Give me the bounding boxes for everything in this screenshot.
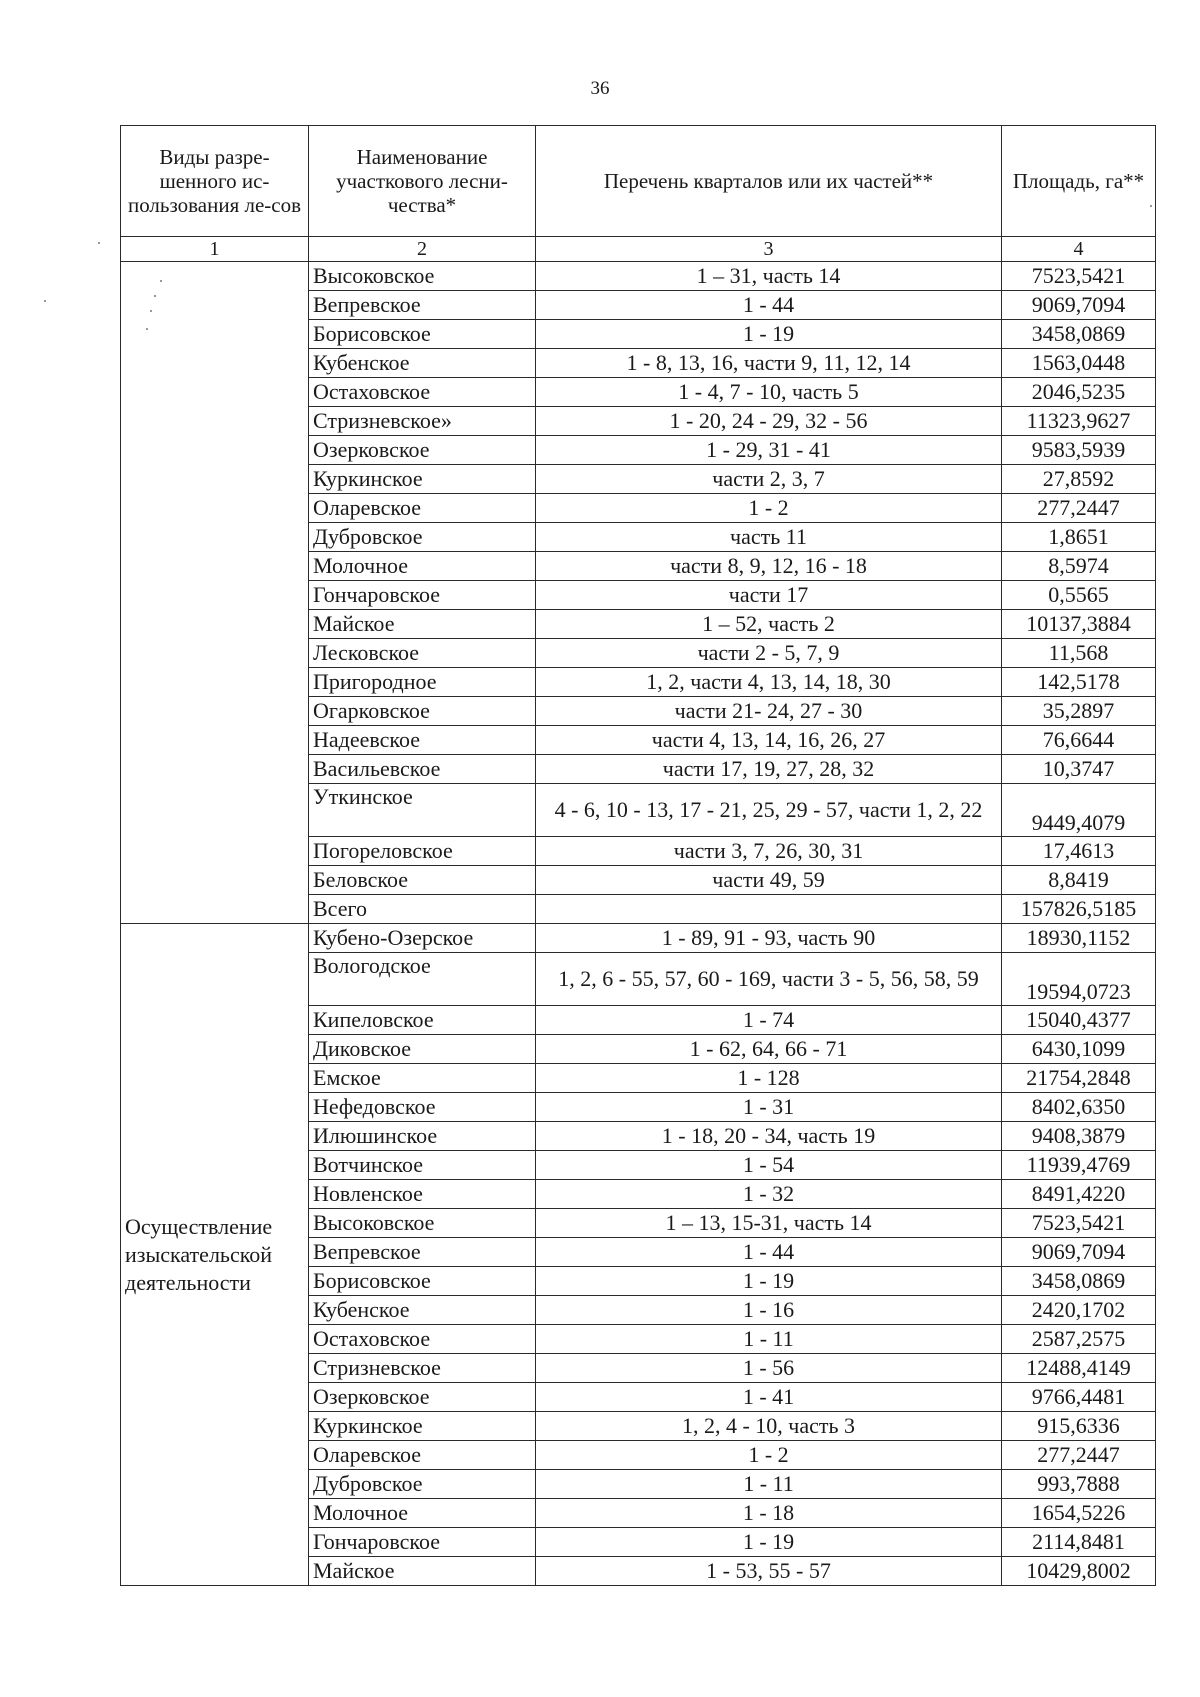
forestry-name-cell: Дубровское [309,523,536,552]
area-cell: 993,7888 [1002,1470,1156,1499]
area-cell: 7523,5421 [1002,1209,1156,1238]
forestry-name-cell: Надеевское [309,726,536,755]
quarters-cell: 1 – 13, 15-31, часть 14 [536,1209,1002,1238]
quarters-cell: 1 - 32 [536,1180,1002,1209]
area-cell: 9408,3879 [1002,1122,1156,1151]
scan-speck [154,295,156,297]
forestry-name-cell: Гончаровское [309,1528,536,1557]
forestry-name-cell: Оларевское [309,494,536,523]
forestry-name-cell: Васильевское [309,755,536,784]
quarters-cell: 1 - 62, 64, 66 - 71 [536,1035,1002,1064]
forestry-name-cell: Вепревское [309,291,536,320]
quarters-cell: 1 - 2 [536,494,1002,523]
area-cell: 8491,4220 [1002,1180,1156,1209]
quarters-cell: 1 – 31, часть 14 [536,262,1002,291]
area-cell: 1,8651 [1002,523,1156,552]
forestry-name-cell: Озерковское [309,436,536,465]
quarters-cell: 1 - 89, 91 - 93, часть 90 [536,924,1002,953]
quarters-cell: 1 - 74 [536,1006,1002,1035]
forestry-name-cell: Огарковское [309,697,536,726]
quarters-cell: части 2, 3, 7 [536,465,1002,494]
forestry-name-cell: Беловское [309,866,536,895]
header-forestry-name: Наименование участкового лесни-чества* [309,126,536,237]
forestry-name-cell: Оларевское [309,1441,536,1470]
column-number: 1 [121,237,309,262]
forest-quarters-table [120,125,1156,1586]
forestry-name-cell: Пригородное [309,668,536,697]
area-cell: 2046,5235 [1002,378,1156,407]
quarters-cell: 1 - 18, 20 - 34, часть 19 [536,1122,1002,1151]
area-cell: 15040,4377 [1002,1006,1156,1035]
forestry-name-cell: Стризневское [309,1354,536,1383]
area-cell: 9766,4481 [1002,1383,1156,1412]
area-cell: 8,5974 [1002,552,1156,581]
area-cell: 6430,1099 [1002,1035,1156,1064]
scan-speck [1150,205,1152,207]
forestry-name-cell: Диковское [309,1035,536,1064]
forestry-name-cell: Майское [309,1557,536,1586]
scan-speck [160,280,162,282]
scan-speck [44,300,46,302]
forestry-name-cell: Майское [309,610,536,639]
area-cell: 277,2447 [1002,494,1156,523]
quarters-cell: 1 - 44 [536,1238,1002,1267]
quarters-cell: 1 - 19 [536,1267,1002,1296]
quarters-cell: 1 - 56 [536,1354,1002,1383]
quarters-cell: 1 - 29, 31 - 41 [536,436,1002,465]
quarters-cell: части 17, 19, 27, 28, 32 [536,755,1002,784]
forestry-name-cell: Всего [309,895,536,924]
area-cell: 7523,5421 [1002,262,1156,291]
forestry-name-cell: Погореловское [309,837,536,866]
forestry-name-cell: Илюшинское [309,1122,536,1151]
forestry-name-cell: Гончаровское [309,581,536,610]
forestry-name-cell: Высоковское [309,1209,536,1238]
quarters-cell: 1 - 41 [536,1383,1002,1412]
header-quarters-list: Перечень кварталов или их частей** [536,126,1002,237]
area-cell: 9069,7094 [1002,1238,1156,1267]
area-cell: 8402,6350 [1002,1093,1156,1122]
area-cell: 142,5178 [1002,668,1156,697]
quarters-cell: 1 – 52, часть 2 [536,610,1002,639]
forestry-name-cell: Куркинское [309,465,536,494]
area-cell: 76,6644 [1002,726,1156,755]
header-row [121,126,1156,237]
quarters-cell: 1 - 53, 55 - 57 [536,1557,1002,1586]
forestry-name-cell: Борисовское [309,1267,536,1296]
area-cell: 12488,4149 [1002,1354,1156,1383]
area-cell: 0,5565 [1002,581,1156,610]
quarters-cell: части 17 [536,581,1002,610]
table-row [121,924,1156,953]
forestry-name-cell: Куркинское [309,1412,536,1441]
forestry-name-cell: Кубенское [309,1296,536,1325]
header-area: Площадь, га** [1002,126,1156,237]
forestry-name-cell: Борисовское [309,320,536,349]
forestry-name-cell: Вотчинское [309,1151,536,1180]
area-cell: 2420,1702 [1002,1296,1156,1325]
column-number-row [121,237,1156,262]
quarters-cell: части 49, 59 [536,866,1002,895]
quarters-cell: части 4, 13, 14, 16, 26, 27 [536,726,1002,755]
area-cell: 1654,5226 [1002,1499,1156,1528]
area-cell: 10137,3884 [1002,610,1156,639]
area-cell: 277,2447 [1002,1441,1156,1470]
area-cell: 8,8419 [1002,866,1156,895]
forestry-name-cell: Остаховское [309,378,536,407]
forestry-name-cell: Кубено-Озерское [309,924,536,953]
forestry-name-cell: Высоковское [309,262,536,291]
area-cell: 21754,2848 [1002,1064,1156,1093]
quarters-cell: 1 - 31 [536,1093,1002,1122]
page-number: 36 [590,78,610,99]
quarters-cell: части 2 - 5, 7, 9 [536,639,1002,668]
quarters-cell: 1 - 4, 7 - 10, часть 5 [536,378,1002,407]
quarters-cell: 1 - 54 [536,1151,1002,1180]
area-cell: 35,2897 [1002,697,1156,726]
use-type-cell [121,262,309,924]
quarters-cell: 1 - 44 [536,291,1002,320]
area-cell: 3458,0869 [1002,320,1156,349]
forestry-name-cell: Стризневское» [309,407,536,436]
forestry-name-cell: Дубровское [309,1470,536,1499]
scan-speck [150,310,152,312]
quarters-cell: часть 11 [536,523,1002,552]
forestry-name-cell: Кубенское [309,349,536,378]
area-cell: 11323,9627 [1002,407,1156,436]
quarters-cell: 1, 2, 6 - 55, 57, 60 - 169, части 3 - 5, 56, 58, 59 [536,953,1002,1006]
use-type-cell: Осуществление изыскательской деятельности [121,924,309,1586]
table-body [121,262,1156,1586]
quarters-cell: 1 - 11 [536,1325,1002,1354]
quarters-cell: 1 - 128 [536,1064,1002,1093]
area-cell: 17,4613 [1002,837,1156,866]
quarters-cell: 1 - 11 [536,1470,1002,1499]
quarters-cell: 1 - 20, 24 - 29, 32 - 56 [536,407,1002,436]
area-cell: 2114,8481 [1002,1528,1156,1557]
forestry-name-cell: Лесковское [309,639,536,668]
area-cell: 2587,2575 [1002,1325,1156,1354]
header-use-type: Виды разре-шенного ис-пользования ле-сов [121,126,309,237]
area-cell: 18930,1152 [1002,924,1156,953]
quarters-cell: части 8, 9, 12, 16 - 18 [536,552,1002,581]
area-cell: 19594,0723 [1002,953,1156,1006]
forestry-name-cell: Молочное [309,1499,536,1528]
area-cell: 9069,7094 [1002,291,1156,320]
quarters-cell: 1 - 19 [536,1528,1002,1557]
quarters-cell [536,895,1002,924]
quarters-cell: 1 - 2 [536,1441,1002,1470]
area-cell: 11,568 [1002,639,1156,668]
quarters-cell: 1, 2, части 4, 13, 14, 18, 30 [536,668,1002,697]
area-cell: 10,3747 [1002,755,1156,784]
forestry-name-cell: Нефедовское [309,1093,536,1122]
forestry-name-cell: Новленское [309,1180,536,1209]
forestry-name-cell: Озерковское [309,1383,536,1412]
quarters-cell: 1 - 18 [536,1499,1002,1528]
area-cell: 1563,0448 [1002,349,1156,378]
area-cell: 9583,5939 [1002,436,1156,465]
forestry-name-cell: Емское [309,1064,536,1093]
forestry-name-cell: Остаховское [309,1325,536,1354]
column-number: 4 [1002,237,1156,262]
quarters-cell: части 3, 7, 26, 30, 31 [536,837,1002,866]
column-number: 3 [536,237,1002,262]
table-row [121,262,1156,291]
area-cell: 27,8592 [1002,465,1156,494]
quarters-cell: 1 - 16 [536,1296,1002,1325]
area-cell: 10429,8002 [1002,1557,1156,1586]
area-cell: 3458,0869 [1002,1267,1156,1296]
column-number: 2 [309,237,536,262]
area-cell: 11939,4769 [1002,1151,1156,1180]
forestry-name-cell: Вологодское [309,953,536,1006]
scan-speck [98,242,100,244]
quarters-cell: 1 - 8, 13, 16, части 9, 11, 12, 14 [536,349,1002,378]
forestry-name-cell: Кипеловское [309,1006,536,1035]
area-cell: 157826,5185 [1002,895,1156,924]
forestry-name-cell: Молочное [309,552,536,581]
area-cell: 9449,4079 [1002,784,1156,837]
quarters-cell: 1, 2, 4 - 10, часть 3 [536,1412,1002,1441]
area-cell: 915,6336 [1002,1412,1156,1441]
quarters-cell: 1 - 19 [536,320,1002,349]
quarters-cell: 4 - 6, 10 - 13, 17 - 21, 25, 29 - 57, части 1, 2, 22 [536,784,1002,837]
forestry-name-cell: Вепревское [309,1238,536,1267]
quarters-cell: части 21- 24, 27 - 30 [536,697,1002,726]
forestry-name-cell: Уткинское [309,784,536,837]
scan-speck [146,328,148,330]
